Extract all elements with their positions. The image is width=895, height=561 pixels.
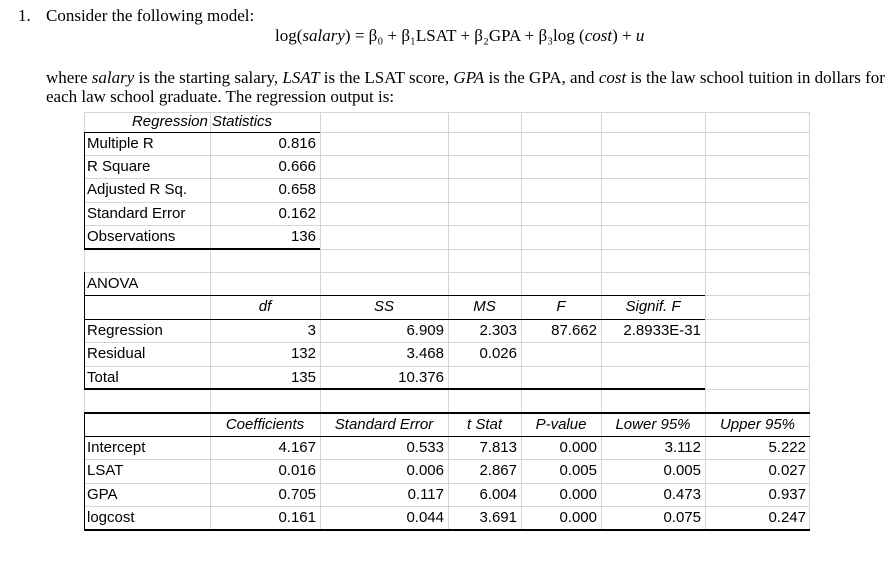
para-part: is the GPA, and: [484, 68, 599, 87]
coef-row-label: LSAT: [87, 462, 124, 479]
stat-value: 0.666: [278, 158, 316, 175]
anova-signif-f: 2.8933E-31: [623, 322, 701, 339]
coef-value: 0.161: [278, 509, 316, 526]
anova-title: ANOVA: [87, 275, 139, 292]
anova-row-label: Regression: [87, 322, 163, 339]
coef-t: 6.004: [479, 486, 517, 503]
coef-upper: 0.027: [768, 462, 806, 479]
coef-header-lower-95: Lower 95%: [615, 416, 691, 433]
coef-row-label: GPA: [87, 486, 118, 503]
coef-value: 0.016: [278, 462, 316, 479]
coef-lower: 3.112: [664, 439, 701, 456]
anova-row-label: Residual: [87, 345, 146, 362]
coef-t: 7.813: [479, 439, 517, 456]
anova-header-signif-f: Signif. F: [625, 298, 681, 315]
coef-p: 0.000: [559, 486, 597, 503]
stat-value: 0.816: [278, 135, 316, 152]
stat-label: Standard Error: [87, 205, 186, 222]
anova-row-label: Total: [87, 369, 119, 386]
coef-se: 0.533: [406, 439, 444, 456]
coef-p: 0.000: [559, 439, 597, 456]
anova-header-ss: SS: [373, 298, 394, 315]
para-var-salary: salary: [91, 68, 135, 87]
coef-upper: 5.222: [768, 439, 806, 456]
coef-row-label: Intercept: [87, 439, 146, 456]
description-paragraph: [46, 68, 891, 106]
anova-f: 87.662: [551, 322, 597, 339]
coef-p: 0.000: [559, 509, 597, 526]
anova-ss: 3.468: [406, 345, 444, 362]
coef-lower: 0.075: [663, 509, 701, 526]
anova-ss: 10.376: [398, 369, 444, 386]
anova-ms: 0.026: [479, 345, 517, 362]
coef-se: 0.117: [407, 486, 444, 503]
coef-se: 0.006: [406, 462, 444, 479]
anova-df: 135: [290, 369, 316, 386]
anova-ss: 6.909: [406, 322, 444, 339]
coef-value: 0.705: [278, 486, 316, 503]
question-number: 1.: [18, 6, 31, 25]
question-prompt: Consider the following model:: [46, 6, 255, 25]
formula-salary-var: salary: [302, 26, 345, 45]
anova-ms: 2.303: [479, 322, 517, 339]
regression-statistics-title: Regression Statistics: [131, 113, 273, 130]
stat-label: Adjusted R Sq.: [87, 181, 188, 198]
para-var-gpa: GPA: [453, 68, 485, 87]
para-part: where: [46, 68, 92, 87]
anova-df: 3: [307, 322, 316, 339]
model-formula: log(salary) = β₀ + β₁LSAT + β₂GPA + β₃log (cost) + u: [275, 26, 645, 45]
para-part: is the LSAT score,: [319, 68, 454, 87]
coef-header-p-value: P-value: [535, 416, 587, 433]
anova-header-ms: MS: [473, 298, 496, 315]
para-part: is the starting salary,: [134, 68, 283, 87]
coef-p: 0.005: [559, 462, 597, 479]
para-part: is the law school tuition in dollars for each law school graduate. The regression output is:: [46, 68, 885, 106]
coef-header-standard-error: Standard Error: [334, 416, 434, 433]
anova-header-df: df: [258, 298, 272, 315]
coef-row-label: logcost: [87, 509, 135, 526]
coef-lower: 0.005: [663, 462, 701, 479]
stat-label: Multiple R: [87, 135, 154, 152]
coef-lower: 0.473: [663, 486, 701, 503]
coef-upper: 0.937: [768, 486, 806, 503]
para-var-cost: cost: [598, 68, 627, 87]
stat-label: Observations: [87, 228, 176, 245]
stat-label: R Square: [87, 158, 151, 175]
coef-value: 4.167: [278, 439, 316, 456]
coef-header-upper-95: Upper 95%: [719, 416, 796, 433]
coef-t: 3.691: [479, 509, 517, 526]
stat-value: 0.162: [278, 205, 316, 222]
formula-rhs: = β₀ + β₁LSAT + β₂GPA + β₃log (: [354, 26, 585, 45]
anova-header-f: F: [556, 298, 566, 315]
regression-output-table: [84, 112, 810, 530]
formula-cost-var: cost: [584, 26, 613, 45]
coef-t: 2.867: [479, 462, 517, 479]
coef-upper: 0.247: [768, 509, 806, 526]
formula-error-var: u: [635, 26, 645, 45]
coef-header-t-stat: t Stat: [466, 416, 503, 433]
coef-header-coefficients: Coefficients: [225, 416, 305, 433]
anova-df: 132: [290, 345, 316, 362]
coef-se: 0.044: [406, 509, 444, 526]
stat-value: 136: [290, 228, 316, 245]
formula-tail: ) +: [612, 26, 636, 45]
para-var-lsat: LSAT: [282, 68, 320, 87]
formula-log-func: log: [275, 26, 297, 45]
stat-value: 0.658: [278, 181, 316, 198]
